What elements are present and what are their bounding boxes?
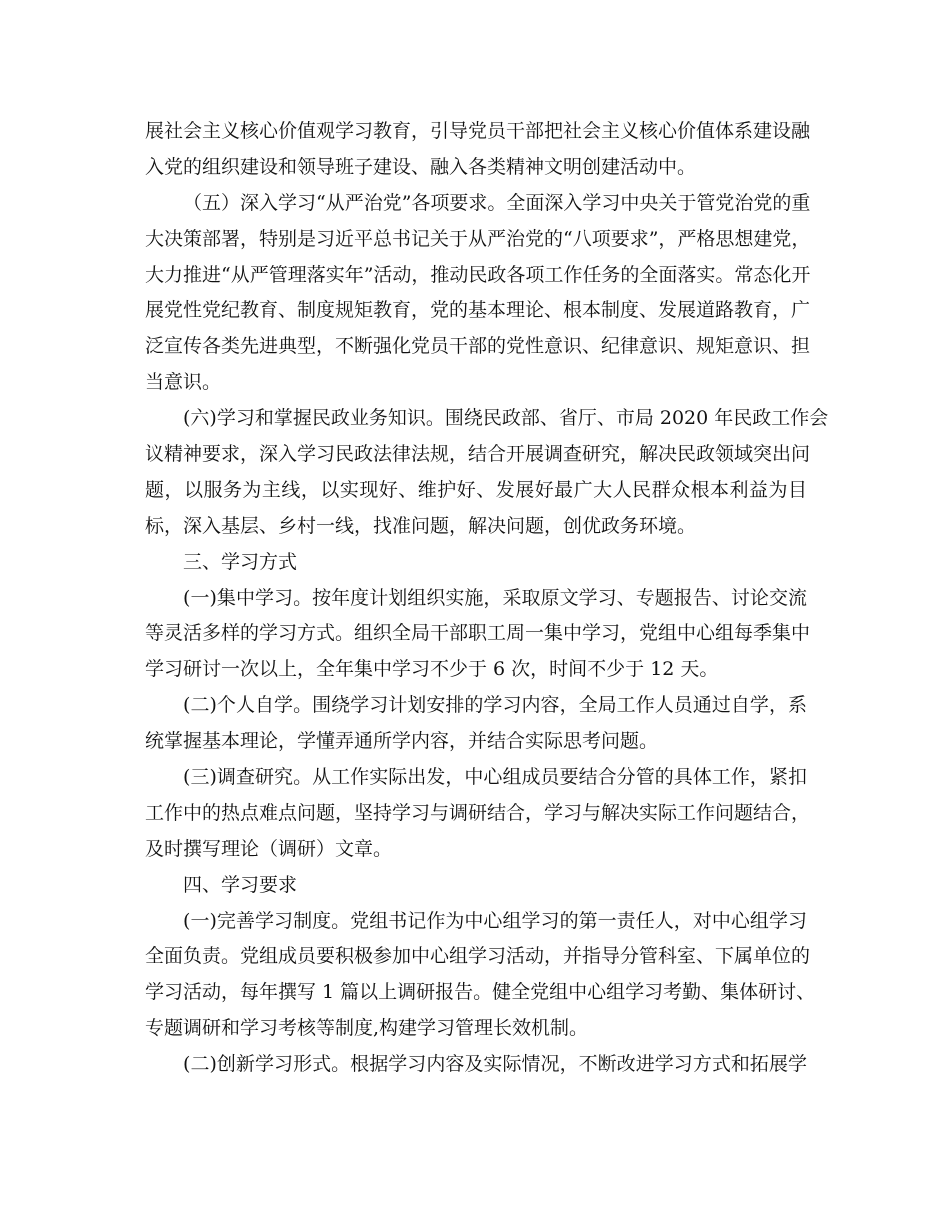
paragraph-core-values — [145, 114, 811, 186]
text-line: 专题调研和学习考核等制度,构建学习管理长效机制。 — [145, 1017, 589, 1040]
text-line: 入党的组织建设和领导班子建设、融入各类精神文明创建活动中。 — [145, 155, 697, 178]
text-line: (三)调查研究。从工作实际出发，中心组成员要结合分管的具体工作，紧扣 — [183, 766, 807, 789]
text-line: 题，以服务为主线，以实现好、维护好、发展好最广大人民群众根本利益为目 — [145, 478, 807, 501]
text-line: 大决策部署，特别是习近平总书记关于从严治党的“八项要求”，严格思想建党， — [145, 227, 811, 250]
text-line: 泛宣传各类先进典型，不断强化党员干部的党性意识、纪律意识、规矩意识、担 — [145, 335, 811, 358]
text-line: 大力推进“从严管理落实年”活动，推动民政各项工作任务的全面落实。常态化开 — [145, 263, 811, 286]
section-heading: 四、学习要求 — [183, 873, 298, 896]
text-line: (六)学习和掌握民政业务知识。围绕民政部、省厅、市局 2020 年民政工作会 — [183, 407, 829, 430]
text-line: 统掌握基本理论，学懂弄通所学内容，并结合实际思考问题。 — [145, 730, 659, 753]
section-heading-study-requirements — [145, 868, 807, 904]
text-line: （五）深入学习“从严治党”各项要求。全面深入学习中央关于管党治党的重 — [183, 191, 811, 214]
text-line: 等灵活多样的学习方式。组织全局干部职工周一集中学习，党组中心组每季集中 — [145, 622, 811, 645]
text-line: 及时撰写理论（调研）文章。 — [145, 837, 393, 860]
text-line: 展社会主义核心价值观学习教育，引导党员干部把社会主义核心价值体系建设融 — [145, 120, 811, 142]
paragraph-method-1 — [145, 581, 811, 689]
paragraph-item-6 — [145, 401, 829, 545]
section-heading-study-methods — [145, 545, 807, 581]
paragraph-method-2 — [145, 688, 807, 760]
text-line: 工作中的热点难点问题，坚持学习与调研结合，学习与解决实际工作问题结合， — [145, 801, 811, 824]
section-heading: 三、学习方式 — [183, 550, 298, 573]
text-line: 议精神要求，深入学习民政法律法规，结合开展调查研究，解决民政领域突出问 — [145, 443, 811, 466]
paragraph-req-2 — [145, 1047, 807, 1083]
text-line: 学习活动，每年撰写 1 篇以上调研报告。健全党组中心组学习考勤、集体研讨、 — [145, 981, 816, 1004]
paragraph-req-1 — [145, 904, 816, 1048]
text-line: 当意识。 — [145, 371, 222, 394]
document-page — [145, 114, 829, 1083]
paragraph-method-3 — [145, 760, 811, 868]
text-line: (一)完善学习制度。党组书记作为中心组学习的第一责任人，对中心组学习 — [183, 909, 807, 932]
paragraph-item-5 — [145, 186, 811, 401]
text-line: (二)创新学习形式。根据学习内容及实际情况，不断改进学习方式和拓展学 — [183, 1053, 807, 1076]
text-line: 学习研讨一次以上，全年集中学习不少于 6 次，时间不少于 12 天。 — [145, 658, 719, 681]
text-line: 标，深入基层、乡村一线，找准问题，解决问题，创优政务环境。 — [145, 514, 697, 537]
text-line: (一)集中学习。按年度计划组织实施，采取原文学习、专题报告、讨论交流 — [183, 586, 807, 609]
text-line: (二)个人自学。围绕学习计划安排的学习内容，全局工作人员通过自学，系 — [183, 694, 807, 717]
text-line: 全面负责。党组成员要积极参加中心组学习活动，并指导分管科室、下属单位的 — [145, 945, 811, 968]
text-line: 展党性党纪教育、制度规矩教育，党的基本理论、根本制度、发展道路教育，广 — [145, 299, 811, 322]
